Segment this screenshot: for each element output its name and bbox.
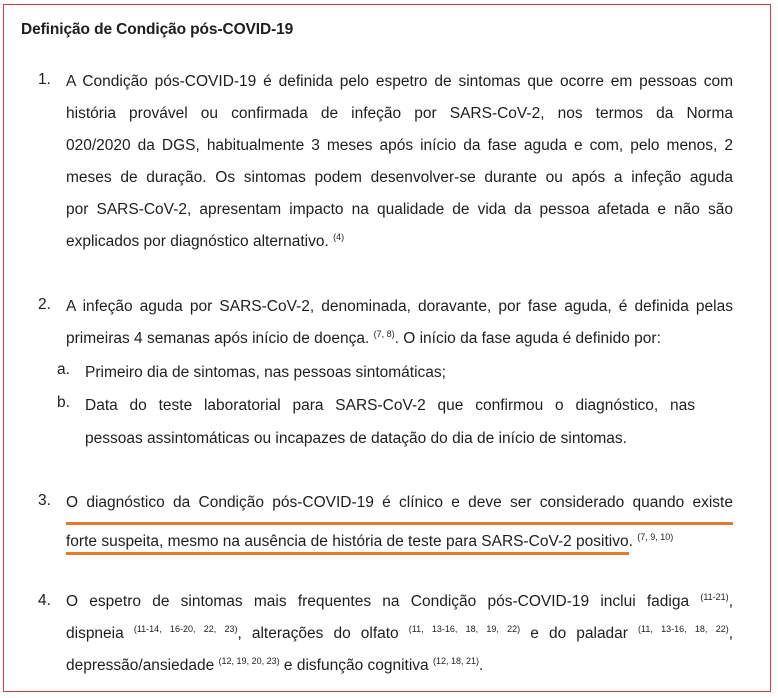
text-line: Data do teste laboratorial para SARS-CoV-2 que confirmou o diagnóstico, nas bbox=[85, 397, 695, 414]
item-body bbox=[66, 291, 733, 355]
item-body bbox=[66, 486, 733, 559]
reference-superscript: (11, 13-16, 18, 19, 22) bbox=[408, 624, 521, 634]
sub-item-body bbox=[85, 389, 695, 455]
item-number: 3. bbox=[38, 492, 51, 509]
text-fragment: O espetro de sintomas mais frequentes na Condição pós-COVID-19 inclui fadiga bbox=[66, 593, 690, 610]
text-line: pessoas assintomáticas ou incapazes de datação do dia de início de sintomas. bbox=[85, 430, 627, 447]
text-line: 020/2020 da DGS, habitualmente 3 meses após início da fase aguda e com, pelo menos, 2 bbox=[66, 137, 733, 154]
sub-item-letter: b. bbox=[57, 394, 70, 411]
reference-superscript: (11, 13-16, 18, 22) bbox=[638, 624, 729, 634]
text-line: Primeiro dia de sintomas, nas pessoas sintomáticas; bbox=[85, 364, 446, 381]
reference-superscript: (7, 8) bbox=[373, 329, 395, 339]
document-title: Definição de Condição pós-COVID-19 bbox=[21, 21, 294, 38]
text-line: história provável ou confirmada de infeção por SARS-CoV-2, nos termos da Norma bbox=[66, 105, 733, 122]
text-fragment: e disfunção cognitiva bbox=[283, 657, 429, 674]
item-body bbox=[66, 586, 733, 682]
text-fragment: . O início da fase aguda é definido por: bbox=[394, 330, 661, 347]
text-line bbox=[66, 618, 733, 650]
text-fragment: . bbox=[628, 533, 633, 550]
sub-item-letter: a. bbox=[57, 361, 70, 378]
text-line: meses de duração. Os sintomas podem desenvolver-se durante ou após a infeção aguda bbox=[66, 169, 733, 186]
text-line bbox=[66, 525, 733, 559]
text-line bbox=[66, 650, 733, 682]
text-line bbox=[66, 586, 733, 618]
text-line bbox=[66, 226, 733, 258]
highlighted-text-line: O diagnóstico da Condição pós-COVID-19 é clínico e deve ser considerado quando existe bbox=[66, 486, 733, 525]
item-number: 2. bbox=[38, 296, 51, 313]
text-line: A infeção aguda por SARS-CoV-2, denominada, doravante, por fase aguda, é definida pelas bbox=[66, 298, 733, 315]
reference-superscript: (11-14, 16-20, 22, 23) bbox=[133, 624, 238, 634]
reference-superscript: (12, 18, 21) bbox=[432, 656, 480, 666]
text-fragment: , bbox=[728, 593, 733, 610]
text-line: A Condição pós-COVID-19 é definida pelo espetro de sintomas que ocorre em pessoas com bbox=[66, 73, 733, 90]
text-fragment: explicados por diagnóstico alternativo. bbox=[66, 233, 329, 250]
item-number: 4. bbox=[38, 592, 51, 609]
item-body bbox=[66, 66, 733, 258]
text-fragment: . bbox=[479, 657, 484, 674]
text-fragment: , bbox=[728, 625, 734, 642]
reference-superscript: (12, 19, 20, 23) bbox=[218, 656, 280, 666]
sub-item-body bbox=[85, 356, 695, 389]
text-fragment: e do paladar bbox=[530, 625, 628, 642]
text-line bbox=[66, 323, 733, 355]
text-fragment: dispneia bbox=[66, 625, 124, 642]
text-fragment: primeiras 4 semanas após início de doença. bbox=[66, 330, 370, 347]
text-fragment: , alterações do olfato bbox=[237, 625, 399, 642]
reference-superscript: (4) bbox=[333, 232, 345, 242]
highlighted-text-fragment: forte suspeita, mesmo na ausência de história de teste para SARS-CoV-2 positivo bbox=[66, 533, 629, 555]
reference-superscript: (11-21) bbox=[700, 592, 729, 602]
reference-superscript: (7, 9, 10) bbox=[637, 532, 674, 542]
text-line: por SARS-CoV-2, apresentam impacto na qualidade de vida da pessoa afetada e não são bbox=[66, 201, 733, 218]
item-number: 1. bbox=[38, 71, 51, 88]
text-fragment: depressão/ansiedade bbox=[66, 657, 215, 674]
